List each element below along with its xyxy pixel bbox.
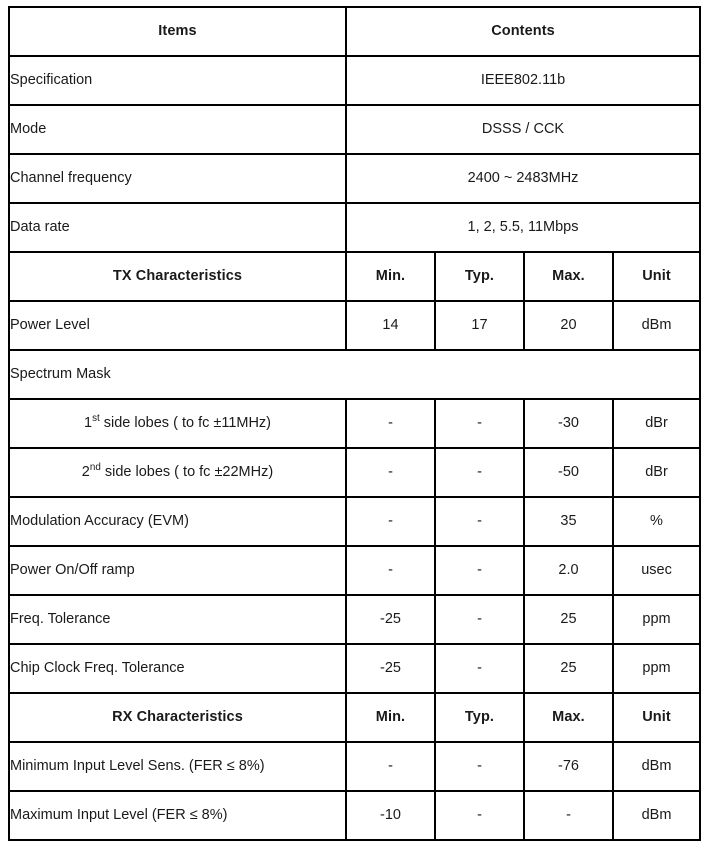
row-label-ordinal-suffix: st [92, 413, 100, 425]
rx-col-max: Max. [524, 693, 613, 742]
row-typ: - [435, 497, 524, 546]
row-unit: ppm [613, 595, 700, 644]
table-row [9, 791, 700, 840]
row-max: 2.0 [524, 546, 613, 595]
row-label: Modulation Accuracy (EVM) [9, 497, 346, 546]
row-max: 25 [524, 644, 613, 693]
row-value: DSSS / CCK [346, 105, 700, 154]
row-min: 14 [346, 301, 435, 350]
row-label-ordinal-suffix: nd [89, 462, 101, 474]
row-max: 20 [524, 301, 613, 350]
row-label: Minimum Input Level Sens. (FER ≤ 8%) [9, 742, 346, 791]
row-label [9, 448, 346, 497]
row-typ: - [435, 791, 524, 840]
tx-col-min: Min. [346, 252, 435, 301]
row-label-text: side lobes ( to fc ±11MHz) [99, 415, 272, 432]
table-row [9, 105, 700, 154]
table-row [9, 203, 700, 252]
row-unit: dBr [613, 448, 700, 497]
row-typ: - [435, 644, 524, 693]
row-max: -30 [524, 399, 613, 448]
header-cell-items: Items [9, 7, 346, 56]
row-typ: - [435, 546, 524, 595]
row-value: 2400 ~ 2483MHz [346, 154, 700, 203]
row-label-number: 1 [83, 415, 93, 432]
row-label: Power On/Off ramp [9, 546, 346, 595]
row-label: Channel frequency [9, 154, 346, 203]
row-unit: dBr [613, 399, 700, 448]
row-unit: dBm [613, 791, 700, 840]
row-label: Data rate [9, 203, 346, 252]
row-typ: - [435, 399, 524, 448]
table-row [9, 399, 700, 448]
table-header-row [9, 7, 700, 56]
rx-col-min: Min. [346, 693, 435, 742]
row-max: 25 [524, 595, 613, 644]
table-row [9, 56, 700, 105]
row-min: - [346, 497, 435, 546]
row-label [9, 399, 346, 448]
row-min: - [346, 399, 435, 448]
header-cell-contents: Contents [346, 7, 700, 56]
row-typ: - [435, 595, 524, 644]
row-unit: % [613, 497, 700, 546]
row-typ: - [435, 448, 524, 497]
table-row [9, 595, 700, 644]
row-max: -50 [524, 448, 613, 497]
table-row [9, 448, 700, 497]
table-row [9, 546, 700, 595]
table-row [9, 742, 700, 791]
row-unit: dBm [613, 301, 700, 350]
row-min: - [346, 448, 435, 497]
row-label: Power Level [9, 301, 346, 350]
rx-characteristics-title: RX Characteristics [9, 693, 346, 742]
rx-section-header-row [9, 693, 700, 742]
rx-col-unit: Unit [613, 693, 700, 742]
row-label-text: side lobes ( to fc ±22MHz) [100, 464, 274, 481]
row-value: 1, 2, 5.5, 11Mbps [346, 203, 700, 252]
tx-section-header-row [9, 252, 700, 301]
table-row [9, 644, 700, 693]
row-label: Maximum Input Level (FER ≤ 8%) [9, 791, 346, 840]
tx-col-unit: Unit [613, 252, 700, 301]
row-label: Chip Clock Freq. Tolerance [9, 644, 346, 693]
row-value: IEEE802.11b [346, 56, 700, 105]
spectrum-mask-row [9, 350, 700, 399]
row-label: Mode [9, 105, 346, 154]
tx-col-typ: Typ. [435, 252, 524, 301]
row-label-number: 2 [81, 464, 90, 481]
row-label: Specification [9, 56, 346, 105]
rx-col-typ: Typ. [435, 693, 524, 742]
row-max: 35 [524, 497, 613, 546]
table-row [9, 301, 700, 350]
row-typ: 17 [435, 301, 524, 350]
row-unit: usec [613, 546, 700, 595]
spectrum-mask-label: Spectrum Mask [9, 350, 700, 399]
row-min: - [346, 742, 435, 791]
row-min: -25 [346, 644, 435, 693]
table-row [9, 497, 700, 546]
row-max: - [524, 791, 613, 840]
row-min: -10 [346, 791, 435, 840]
row-unit: ppm [613, 644, 700, 693]
row-typ: - [435, 742, 524, 791]
row-max: -76 [524, 742, 613, 791]
row-label: Freq. Tolerance [9, 595, 346, 644]
row-min: -25 [346, 595, 435, 644]
table-row [9, 154, 700, 203]
tx-col-max: Max. [524, 252, 613, 301]
wireless-specification-table [8, 6, 701, 841]
tx-characteristics-title: TX Characteristics [9, 252, 346, 301]
row-min: - [346, 546, 435, 595]
row-unit: dBm [613, 742, 700, 791]
